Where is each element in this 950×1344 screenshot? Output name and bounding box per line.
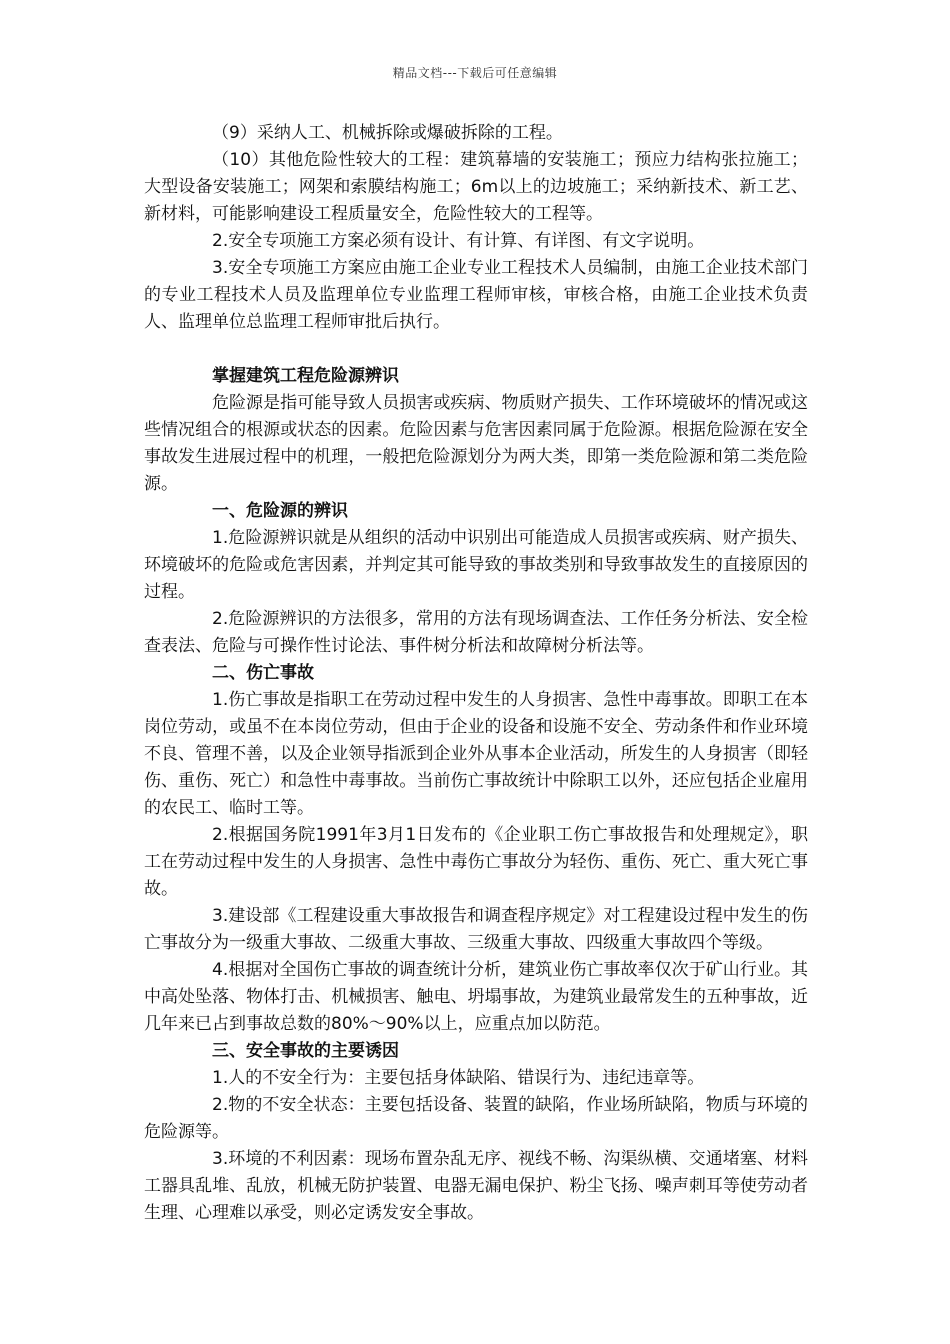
paragraph-cause-human: 1.人的不安全行为：主要包括身体缺陷、错误行为、违纪违章等。 xyxy=(212,1068,705,1088)
paragraph-plan-requirements: 2.安全专项施工方案必须有设计、有计算、有详图、有文字说明。 xyxy=(212,231,705,251)
section-heading-hazard-identification: 一、危险源的辨识 xyxy=(212,501,348,521)
paragraph-identification-methods: 2.危险源辨识的方法很多，常用的方法有现场调查法、工作任务分析法、安全检查表法、危险与可操作性讨论法、事件树分析法和故障树分析法等。 xyxy=(144,609,808,656)
section-heading-accident-causes: 三、安全事故的主要诱因 xyxy=(212,1041,399,1061)
section-heading-casualty-accidents: 二、伤亡事故 xyxy=(212,663,314,683)
paragraph-hazard-definition: 危险源是指可能导致人员损害或疾病、物质财产损失、工作环境破坏的情况或这些情况组合的根源或状态的因素。危险因素与危害因素同属于危险源。根据危险源在安全事故发生进展过程中的机理，一般把危险源划分为两大类，即第一类危险源和第二类危险源。 xyxy=(144,393,808,494)
paragraph-item-10: （10）其他危险性较大的工程：建筑幕墙的安装施工；预应力结构张拉施工；大型设备安装施工；网架和索膜结构施工；6m以上的边坡施工；采纳新技术、新工艺、新材料，可能影响建设工程质量安全，危险性较大的工程等。 xyxy=(144,150,808,224)
page-header: 精品文档---下载后可任意编辑 xyxy=(392,66,558,80)
paragraph-item-9: （9）采纳人工、机械拆除或爆破拆除的工程。 xyxy=(212,123,563,143)
section-title-hazard-identification: 掌握建筑工程危险源辨识 xyxy=(212,366,399,386)
paragraph-cause-object: 2.物的不安全状态：主要包括设备、装置的缺陷，作业场所缺陷，物质与环境的危险源等。 xyxy=(144,1095,808,1142)
paragraph-casualty-statistics: 4.根据对全国伤亡事故的调查统计分析，建筑业伤亡事故率仅次于矿山行业。其中高处坠落、物体打击、机械损害、触电、坍塌事故，为建筑业最常发生的五种事故，近几年来已占到事故总数的80%～90%以上，应重点加以防范。 xyxy=(144,960,808,1034)
paragraph-casualty-ministry: 3.建设部《工程建设重大事故报告和调查程序规定》对工程建设过程中发生的伤亡事故分为一级重大事故、二级重大事故、三级重大事故、四级重大事故四个等级。 xyxy=(144,906,808,953)
paragraph-plan-approval: 3.安全专项施工方案应由施工企业专业工程技术人员编制，由施工企业技术部门的专业工程技术人员及监理单位专业监理工程师审核，审核合格，由施工企业技术负责人、监理单位总监理工程师审批后执行。 xyxy=(144,258,808,332)
paragraph-casualty-state-council: 2.根据国务院1991年3月1日发布的《企业职工伤亡事故报告和处理规定》，职工在劳动过程中发生的人身损害、急性中毒伤亡事故分为轻伤、重伤、死亡、重大死亡事故。 xyxy=(144,825,808,899)
paragraph-casualty-definition: 1.伤亡事故是指职工在劳动过程中发生的人身损害、急性中毒事故。即职工在本岗位劳动，或虽不在本岗位劳动，但由于企业的设备和设施不安全、劳动条件和作业环境不良、管理不善，以及企业领导指派到企业外从事本企业活动，所发生的人身损害（即轻伤、重伤、死亡）和急性中毒事故。当前伤亡事故统计中除职工以外，还应包括企业雇用的农民工、临时工等。 xyxy=(144,690,808,818)
document-body xyxy=(144,120,808,1227)
paragraph-identification-definition: 1.危险源辨识就是从组织的活动中识别出可能造成人员损害或疾病、财产损失、环境破坏的危险或危害因素，并判定其可能导致的事故类别和导致事故发生的直接原因的过程。 xyxy=(144,528,808,602)
paragraph-cause-environment: 3.环境的不利因素：现场布置杂乱无序、视线不畅、沟渠纵横、交通堵塞、材料工器具乱堆、乱放，机械无防护装置、电器无漏电保护、粉尘飞扬、噪声刺耳等使劳动者生理、心理难以承受，则必定诱发安全事故。 xyxy=(144,1149,808,1223)
